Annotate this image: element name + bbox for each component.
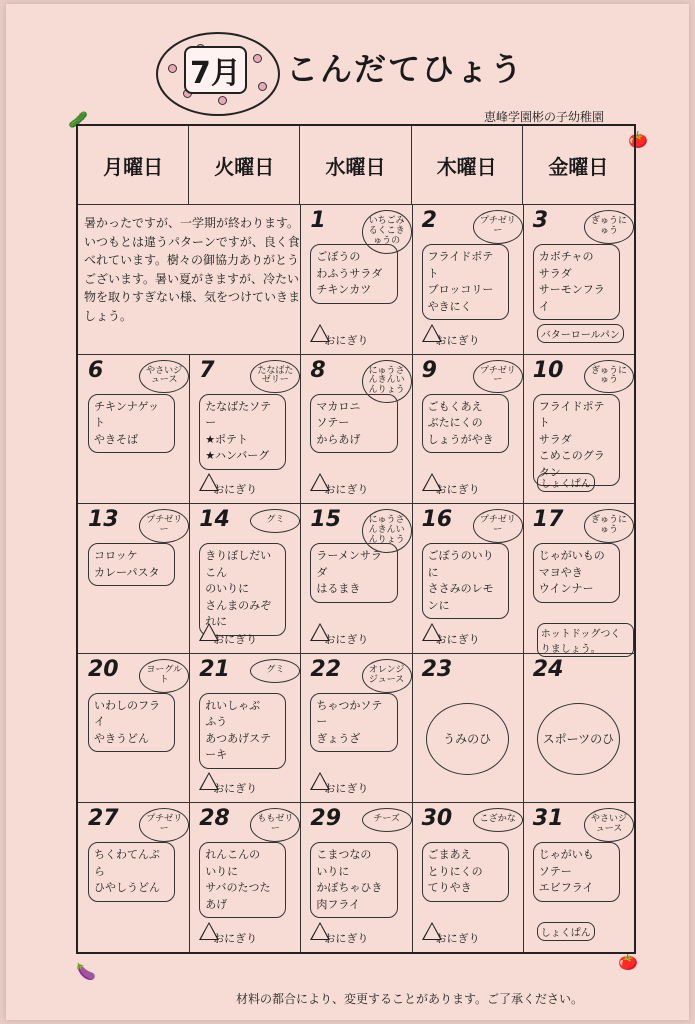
menu-box — [533, 842, 620, 902]
drink-label: ぎゅうにゅう — [584, 210, 634, 244]
drink-label: にゅうさんきんいんりょう — [362, 360, 412, 404]
menu-box — [422, 244, 509, 320]
menu-item: ソテー — [538, 864, 572, 878]
eggplant-icon: 🍆 — [76, 962, 96, 981]
extra-item: バターロールパン — [537, 324, 624, 343]
menu-item: ブロッコリー — [427, 283, 494, 296]
menu-item: サバのたつたあげ — [205, 881, 271, 911]
day-number: 23 — [421, 656, 453, 682]
onigiri-icon — [199, 922, 219, 940]
menu-item: たなばたソテー — [205, 399, 272, 430]
menu-item: チキンナゲット — [94, 399, 160, 430]
day-number: 3 — [532, 208, 549, 233]
extra-item: ホットドッグつくりましょう。 — [537, 623, 634, 657]
menu-box — [88, 543, 175, 586]
onigiri-icon — [310, 772, 330, 790]
menu-item: じゃがいも — [538, 848, 594, 862]
weekday-header: 月曜日 — [78, 126, 189, 204]
menu-item: からあげ — [316, 432, 361, 446]
drink-label: チーズ — [362, 808, 412, 832]
menu-item: ぎょうざ — [316, 731, 361, 745]
drink-label: ぎゅうにゅう — [584, 360, 634, 394]
drink-label: グミ — [250, 659, 300, 683]
drink-label: プチゼリー — [473, 360, 523, 394]
menu-item: ソテー — [316, 416, 350, 430]
drink-label: こざかな — [473, 808, 523, 832]
weekday-header: 金曜日 — [548, 154, 609, 179]
onigiri-icon — [310, 922, 330, 940]
drink-label: プチゼリー — [139, 509, 189, 543]
menu-item: ちゃつかソテー — [316, 698, 383, 729]
day-number: 6 — [88, 357, 104, 383]
menu-item: ささみのレモンに — [427, 582, 494, 612]
drink-label: オレンジジュース — [362, 659, 412, 693]
day-number: 7 — [199, 357, 215, 383]
menu-item: ラーメンサラダ — [316, 549, 382, 579]
menu-box — [88, 394, 175, 454]
menu-item: ちくわてんぷら — [94, 848, 160, 878]
day-number: 30 — [421, 806, 453, 832]
menu-item: ごまあえ — [427, 848, 472, 862]
footer-note: 材料の都合により、変更することがあります。ご了承ください。 — [236, 992, 584, 1006]
onigiri-item: おにぎり — [199, 625, 257, 647]
menu-item: あつあげステーキ — [205, 731, 271, 762]
menu-item: フライドポテト — [538, 399, 605, 430]
onigiri-item: おにぎり — [310, 924, 368, 946]
holiday-label: うみのひ — [426, 703, 509, 775]
extra-item: しょくぱん — [537, 922, 595, 941]
tomato-icon: 🍅 — [628, 130, 648, 149]
onigiri-icon — [422, 922, 442, 940]
menu-box — [310, 842, 397, 918]
holiday-label: スポーツのひ — [537, 703, 620, 775]
day-number: 27 — [88, 806, 119, 832]
onigiri-icon — [422, 473, 442, 491]
onigiri-icon — [199, 772, 219, 790]
day-number: 10 — [532, 357, 564, 383]
day-number: 20 — [88, 656, 119, 682]
day-number: 16 — [421, 507, 453, 533]
onigiri-item: おにぎり — [199, 774, 257, 796]
menu-item: れいしゃぶ — [205, 698, 261, 712]
menu-box — [422, 842, 509, 902]
drink-label: グミ — [250, 509, 300, 533]
drink-label: ヨーグルト — [139, 659, 189, 693]
onigiri-item: おにぎり — [310, 326, 368, 348]
onigiri-item: おにぎり — [310, 475, 368, 497]
menu-box — [199, 394, 286, 470]
menu-sheet — [6, 4, 689, 1020]
weekday-header: 水曜日 — [300, 126, 411, 204]
onigiri-item: おにぎり — [422, 625, 480, 647]
month-label: 7月 — [184, 46, 247, 94]
onigiri-item: おにぎり — [422, 326, 480, 348]
menu-item: かぼちゃひき肉フライ — [316, 881, 383, 911]
day-number: 21 — [199, 656, 230, 682]
day-number: 17 — [532, 507, 564, 533]
cucumber-icon: 🥒 — [68, 110, 88, 129]
menu-item: エビフライ — [538, 881, 594, 895]
extra-item: しょくぱん — [537, 473, 595, 492]
menu-item: ★ハンバーグ — [205, 449, 270, 463]
menu-item: フライドポテト — [427, 250, 494, 280]
menu-item: さんまのみぞれに — [205, 598, 272, 629]
day-number: 14 — [199, 507, 230, 533]
page-title: こんだてひょう — [286, 50, 525, 88]
day-number: 24 — [532, 656, 564, 682]
menu-box — [422, 394, 509, 454]
day-number: 28 — [199, 806, 230, 832]
term-message: 暑かったですが、一学期が終わります。いつもとは違うパターンですが、良く食べれています。樹々の御協力ありがとうございます。暑い夏がきますが、冷たい物を取りすぎない様、気をつけていきましょう。 — [84, 216, 301, 323]
onigiri-icon — [422, 623, 442, 641]
menu-box — [422, 543, 509, 619]
onigiri-item: おにぎり — [199, 475, 257, 497]
menu-item: のいりに — [205, 582, 250, 596]
drink-label: プチゼリー — [473, 509, 523, 543]
day-number: 8 — [310, 357, 326, 383]
menu-item: チキンカツ — [316, 283, 372, 296]
menu-item: こめこのグラタン — [538, 449, 605, 479]
day-number: 1 — [310, 208, 326, 233]
drink-label: たなばたゼリー — [250, 360, 300, 394]
menu-box — [310, 394, 397, 454]
school-name: 恵峰学園彬の子幼稚園 — [484, 110, 605, 124]
menu-item: こまつなの — [316, 848, 372, 862]
drink-label: やさいジュース — [139, 360, 189, 394]
menu-item: ★ポテト — [205, 432, 249, 446]
menu-item: いわしのフライ — [94, 698, 160, 729]
menu-box — [310, 543, 397, 603]
day-number: 22 — [310, 656, 342, 682]
drink-label: やさいジュース — [584, 808, 634, 842]
menu-item: いりに — [316, 864, 350, 878]
tomato-icon: 🍅 — [618, 952, 638, 971]
menu-item: マヨやき — [538, 565, 583, 579]
onigiri-item: おにぎり — [422, 475, 480, 497]
menu-item: ふう — [205, 715, 228, 729]
menu-item: とりにくの — [427, 864, 483, 878]
weekday-header: 火曜日 — [189, 126, 300, 204]
menu-item: ごぼうのいりに — [427, 549, 494, 579]
onigiri-item: おにぎり — [422, 924, 480, 946]
day-number: 29 — [310, 806, 342, 832]
menu-item: やきにく — [427, 299, 472, 313]
menu-box — [310, 244, 397, 304]
menu-item: サラダ — [538, 266, 572, 280]
menu-box — [310, 693, 397, 753]
weekday-header: 木曜日 — [412, 126, 523, 204]
day-number: 9 — [421, 357, 437, 383]
drink-label: プチゼリー — [473, 210, 523, 244]
onigiri-item: おにぎり — [310, 774, 368, 796]
drink-label: プチゼリー — [139, 808, 189, 842]
menu-item: わふうサラダ — [316, 266, 383, 280]
drink-label: ぎゅうにゅう — [584, 509, 634, 543]
onigiri-icon — [422, 324, 442, 342]
menu-item: てりやき — [427, 881, 472, 895]
menu-item: きりぼしだいこん — [205, 549, 272, 579]
onigiri-icon — [199, 473, 219, 491]
onigiri-icon — [310, 623, 330, 641]
drink-label: いちごみるくこきゅうの — [362, 210, 412, 254]
menu-item: ひやしうどん — [94, 881, 160, 895]
menu-item: じゃがいもの — [538, 549, 605, 563]
day-number: 15 — [310, 507, 342, 533]
menu-item: コロッケ — [94, 549, 138, 563]
menu-item: やきうどん — [94, 731, 149, 745]
menu-item: ごもくあえ — [427, 399, 483, 413]
menu-box — [88, 693, 175, 753]
menu-item: いりに — [205, 864, 239, 878]
menu-item: カボチャの — [538, 250, 594, 263]
onigiri-item: おにぎり — [199, 924, 257, 946]
menu-item: カレーパスタ — [94, 565, 160, 579]
menu-item: サーモンフライ — [538, 283, 605, 313]
day-number: 13 — [88, 507, 119, 533]
menu-item: ぶたにくの — [427, 416, 483, 430]
menu-item: マカロニ — [316, 399, 361, 413]
onigiri-item: おにぎり — [310, 625, 368, 647]
menu-box — [533, 244, 620, 320]
onigiri-icon — [310, 324, 330, 342]
menu-item: れんこんの — [205, 848, 261, 862]
menu-item: しょうがやき — [427, 432, 494, 446]
drink-label: にゅうさんきんいんりょう — [362, 509, 412, 553]
onigiri-icon — [310, 473, 330, 491]
day-number: 2 — [421, 208, 437, 233]
menu-box — [199, 693, 286, 769]
menu-item: ごぼうの — [316, 250, 361, 263]
menu-item: サラダ — [538, 432, 572, 446]
menu-box — [88, 842, 175, 902]
menu-item: ウインナー — [538, 582, 594, 596]
onigiri-icon — [199, 623, 219, 641]
menu-box — [199, 842, 286, 918]
day-number: 31 — [532, 806, 564, 832]
menu-item: はるまき — [316, 582, 361, 596]
menu-box — [533, 543, 620, 603]
drink-label: ももゼリー — [250, 808, 300, 842]
menu-item: やきそば — [94, 432, 138, 446]
